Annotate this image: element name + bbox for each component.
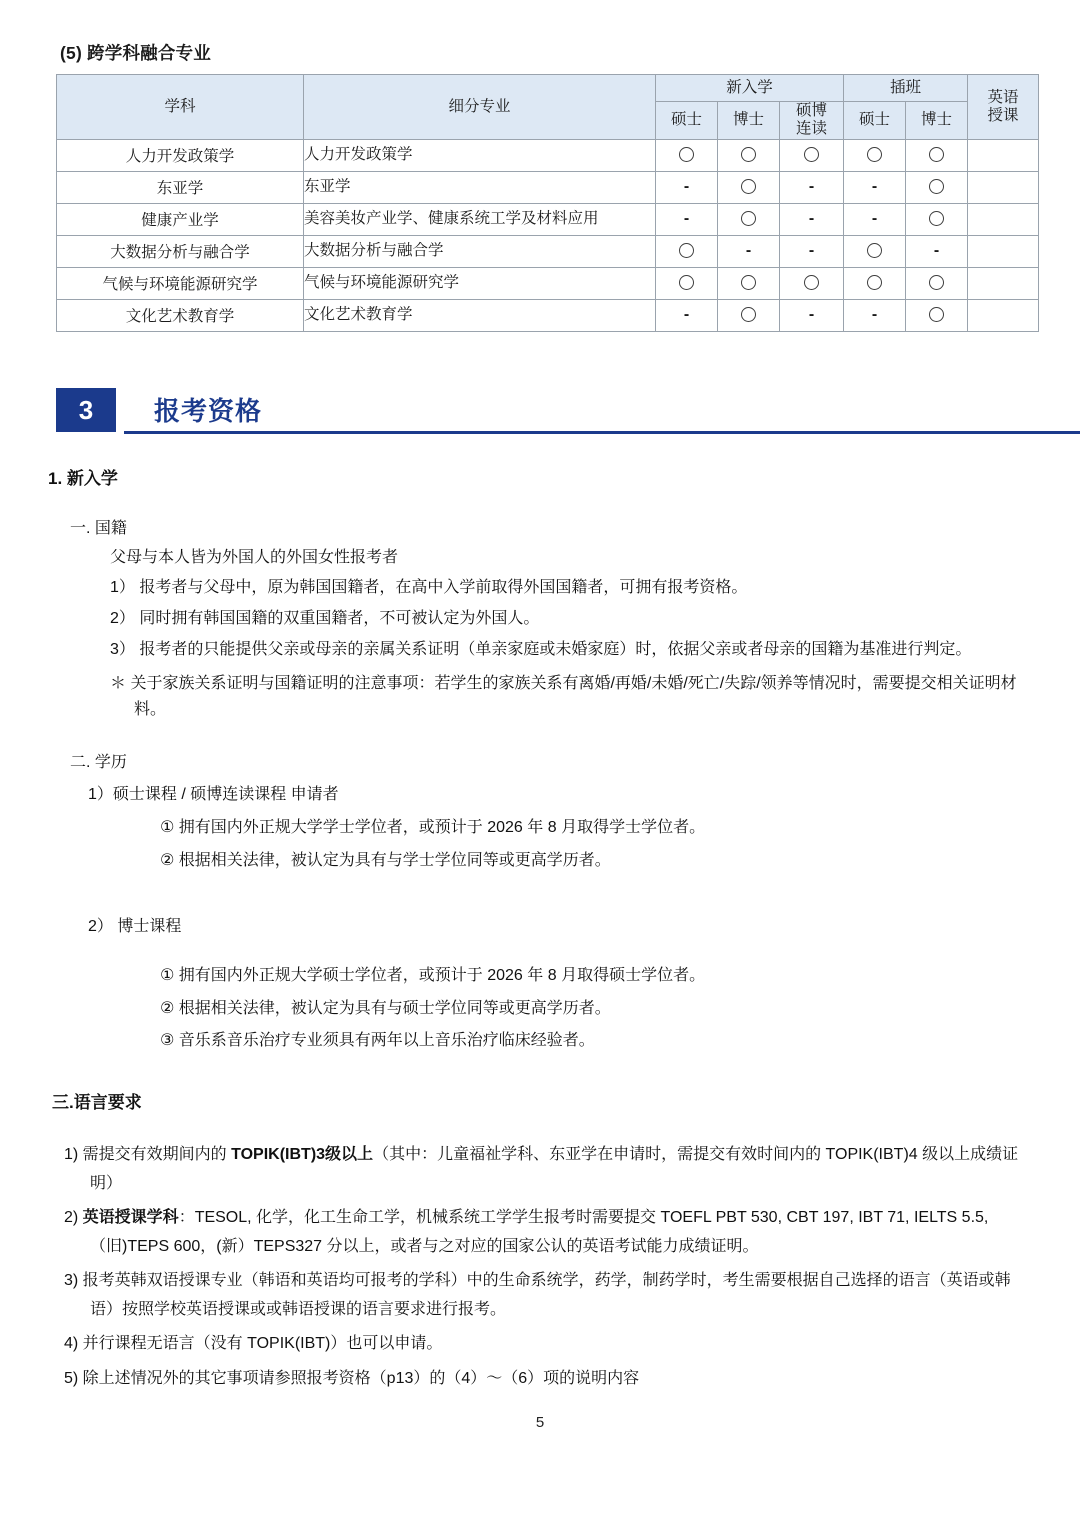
cell-mark-new-masters bbox=[656, 171, 718, 203]
cell-mark-new-doctor bbox=[718, 299, 780, 331]
dash-icon: - bbox=[683, 305, 690, 323]
cell-english-taught bbox=[968, 203, 1039, 235]
education-group1-label: 1）硕士课程 / 硕博连读课程 申请者 bbox=[88, 786, 339, 803]
education-group2-item-3: ③ 音乐系音乐治疗专业须具有两年以上音乐治疗临床经验者。 bbox=[160, 1032, 595, 1050]
cell-mark-new-masters bbox=[656, 267, 718, 299]
circle-icon bbox=[929, 147, 944, 162]
circle-icon bbox=[929, 211, 944, 226]
header-english-taught-line1: 英语 bbox=[987, 88, 1019, 106]
circle-icon bbox=[679, 243, 694, 258]
cell-mark-new-masters bbox=[656, 203, 718, 235]
circle-icon bbox=[929, 307, 944, 322]
cell-mark-transfer-doctor bbox=[906, 267, 968, 299]
cell-discipline: 大数据分析与融合学 bbox=[57, 235, 304, 267]
language-item-4: 4) 并行课程无语言（没有 TOPIK(IBT)）也可以申请。 bbox=[64, 1335, 443, 1353]
spacer-language bbox=[48, 1113, 1032, 1129]
dash-icon: - bbox=[871, 305, 878, 323]
cell-subfield: 人力开发政策学 bbox=[304, 139, 656, 171]
cell-mark-transfer-doctor bbox=[906, 139, 968, 171]
cell-mark-new-integrated bbox=[780, 203, 844, 235]
education-group2-item-1: ① 拥有国内外正规大学硕士学位者，或预计于 2026 年 8 月取得硕士学位者。 bbox=[160, 966, 706, 984]
cell-english-taught bbox=[968, 171, 1039, 203]
header-english-taught bbox=[968, 75, 1039, 140]
cell-mark-transfer-masters bbox=[844, 299, 906, 331]
section-banner bbox=[56, 388, 1024, 432]
section-number-badge: 3 bbox=[56, 388, 116, 432]
cell-mark-new-doctor bbox=[718, 203, 780, 235]
nationality-item-2: 2） 同时拥有韩国国籍的双重国籍者，不可被认定为外国人。 bbox=[110, 610, 540, 628]
interdisciplinary-majors-table bbox=[56, 74, 1039, 332]
cell-discipline: 健康产业学 bbox=[57, 203, 304, 235]
cell-discipline: 人力开发政策学 bbox=[57, 139, 304, 171]
cell-mark-new-integrated bbox=[780, 235, 844, 267]
education-group2-item-2: ② 根据相关法律，被认定为具有与硕士学位同等或更高学历者。 bbox=[160, 999, 611, 1017]
table-row bbox=[57, 171, 1039, 203]
cell-discipline: 文化艺术教育学 bbox=[57, 299, 304, 331]
language-item-2 bbox=[64, 1204, 1032, 1261]
subsection-heading-new-admission: 1. 新入学 bbox=[48, 468, 118, 488]
table-caption: (5) 跨学科融合专业 bbox=[60, 43, 211, 63]
cell-subfield: 大数据分析与融合学 bbox=[304, 235, 656, 267]
page-number-footer: 5 bbox=[535, 1414, 545, 1431]
table-row bbox=[57, 203, 1039, 235]
header-new-admission: 新入学 bbox=[656, 75, 844, 102]
language-item-2-suffix: ：TESOL, 化学，化工生命工学，机械系统工学学生报考时需要提交 TOEFL PBT 530, CBT 197, IBT 71, IELTS 5.5,（旧)TEPS 600，(新）TEPS327 分以上，或者与之对应的国家公认的英语考试能力成绩证明。 bbox=[90, 1209, 989, 1255]
dash-icon: - bbox=[683, 209, 690, 227]
nationality-item-3: 3） 报考者的只能提供父亲或母亲的亲属关系证明（单亲家庭或未婚家庭）时，依据父亲或者母亲的国籍为基准进行判定。 bbox=[110, 641, 972, 659]
heading-education: 二. 学历 bbox=[70, 754, 127, 771]
language-item-5: 5) 除上述情况外的其它事项请参照报考资格（p13）的（4）～（6）项的说明内容 bbox=[64, 1369, 640, 1387]
header-transfer: 插班 bbox=[844, 75, 968, 102]
dash-icon: - bbox=[808, 241, 815, 259]
cell-mark-new-masters bbox=[656, 235, 718, 267]
header-new-integrated-line2: 连读 bbox=[796, 120, 828, 138]
language-item-1-prefix: 1) 需提交有效期间内的 bbox=[64, 1146, 232, 1164]
cell-mark-new-integrated bbox=[780, 139, 844, 171]
dash-icon: - bbox=[745, 241, 752, 259]
dash-icon: - bbox=[871, 177, 878, 195]
cell-english-taught bbox=[968, 267, 1039, 299]
header-discipline: 学科 bbox=[57, 75, 304, 140]
cell-mark-new-doctor bbox=[718, 139, 780, 171]
cell-mark-transfer-doctor bbox=[906, 203, 968, 235]
nationality-item-1: 1） 报考者与父母中，原为韩国国籍者，在高中入学前取得外国国籍者，可拥有报考资格。 bbox=[110, 579, 748, 597]
cell-mark-new-doctor bbox=[718, 267, 780, 299]
cell-mark-transfer-doctor bbox=[906, 235, 968, 267]
header-new-doctor: 博士 bbox=[718, 102, 780, 140]
spacer-education bbox=[48, 874, 1032, 904]
dash-icon: - bbox=[933, 241, 940, 259]
cell-mark-transfer-masters bbox=[844, 139, 906, 171]
circle-icon bbox=[741, 179, 756, 194]
language-item-1 bbox=[64, 1141, 1032, 1198]
table-row bbox=[57, 235, 1039, 267]
circle-icon bbox=[741, 147, 756, 162]
language-item-1-suffix: （其中：儿童福祉学科、东亚学在申请时，需提交有效时间内的 TOPIK(IBT)4 级以上成绩证明） bbox=[90, 1146, 1019, 1192]
cell-mark-transfer-masters bbox=[844, 203, 906, 235]
cell-mark-transfer-masters bbox=[844, 235, 906, 267]
circle-icon bbox=[741, 307, 756, 322]
header-new-integrated-line1: 硕博 bbox=[796, 102, 828, 119]
cell-mark-new-doctor bbox=[718, 171, 780, 203]
circle-icon bbox=[679, 147, 694, 162]
cell-english-taught bbox=[968, 299, 1039, 331]
heading-nationality: 一. 国籍 bbox=[70, 519, 127, 537]
circle-icon bbox=[804, 275, 819, 290]
header-transfer-masters: 硕士 bbox=[844, 102, 906, 140]
dash-icon: - bbox=[808, 209, 815, 227]
cell-mark-new-integrated bbox=[780, 171, 844, 203]
nationality-note: ＊ 关于家族关系证明与国籍证明的注意事项：若学生的家族关系有离婚/再婚/未婚/死亡/失踪/领养等情况时，需要提交相关证明材料。 bbox=[110, 675, 1017, 719]
dash-icon: - bbox=[808, 305, 815, 323]
circle-icon bbox=[867, 243, 882, 258]
circle-icon bbox=[804, 147, 819, 162]
circle-icon bbox=[867, 147, 882, 162]
cell-mark-transfer-masters bbox=[844, 171, 906, 203]
circle-icon bbox=[867, 275, 882, 290]
cell-mark-new-integrated bbox=[780, 299, 844, 331]
education-group2-label: 2） 博士课程 bbox=[88, 917, 182, 935]
education-group1-item-2: ② 根据相关法律，被认定为具有与学士学位同等或更高学历者。 bbox=[160, 851, 611, 869]
header-subfield: 细分专业 bbox=[304, 75, 656, 140]
cell-mark-transfer-doctor bbox=[906, 299, 968, 331]
circle-icon bbox=[679, 275, 694, 290]
table-row bbox=[57, 299, 1039, 331]
cell-mark-new-masters bbox=[656, 139, 718, 171]
cell-mark-new-doctor bbox=[718, 235, 780, 267]
circle-icon bbox=[929, 275, 944, 290]
table-row bbox=[57, 139, 1039, 171]
table-row bbox=[57, 267, 1039, 299]
cell-english-taught bbox=[968, 235, 1039, 267]
circle-icon bbox=[741, 275, 756, 290]
header-new-masters: 硕士 bbox=[656, 102, 718, 140]
cell-mark-transfer-doctor bbox=[906, 171, 968, 203]
dash-icon: - bbox=[808, 177, 815, 195]
cell-subfield: 文化艺术教育学 bbox=[304, 299, 656, 331]
cell-discipline: 东亚学 bbox=[57, 171, 304, 203]
language-item-2-bold: 英语授课学科 bbox=[82, 1209, 179, 1227]
header-english-taught-line2: 授课 bbox=[987, 106, 1019, 124]
dash-icon: - bbox=[683, 177, 690, 195]
header-transfer-doctor: 博士 bbox=[906, 102, 968, 140]
education-group1-item-1: ① 拥有国内外正规大学学士学位者，或预计于 2026 年 8 月取得学士学位者。 bbox=[160, 818, 706, 836]
table-body bbox=[57, 139, 1039, 331]
spacer-education-2 bbox=[48, 940, 1032, 956]
cell-english-taught bbox=[968, 139, 1039, 171]
circle-icon bbox=[741, 211, 756, 226]
section-title: 报考资格 bbox=[154, 396, 263, 427]
cell-discipline: 气候与环境能源研究学 bbox=[57, 267, 304, 299]
language-item-1-bold: TOPIK(IBT)3级以上 bbox=[231, 1146, 374, 1164]
language-item-2-prefix: 2) bbox=[64, 1209, 83, 1227]
heading-language-requirements: 三.语言要求 bbox=[52, 1093, 142, 1113]
cell-mark-new-integrated bbox=[780, 267, 844, 299]
cell-subfield: 美容美妆产业学、健康系统工学及材料应用 bbox=[304, 203, 656, 235]
language-item-3: 3) 报考英韩双语授课专业（韩语和英语均可报考的学科）中的生命系统学，药学，制药学时，考生需要根据自己选择的语言（英语或韩语）按照学校英语授课或或韩语授课的语言要求进行报考。 bbox=[64, 1272, 1011, 1318]
cell-subfield: 气候与环境能源研究学 bbox=[304, 267, 656, 299]
cell-mark-transfer-masters bbox=[844, 267, 906, 299]
table-header-row-group bbox=[57, 75, 1039, 102]
cell-subfield: 东亚学 bbox=[304, 171, 656, 203]
header-new-integrated bbox=[780, 102, 844, 140]
cell-mark-new-masters bbox=[656, 299, 718, 331]
circle-icon bbox=[929, 179, 944, 194]
nationality-lead-text: 父母与本人皆为外国人的外国女性报考者 bbox=[110, 548, 399, 566]
dash-icon: - bbox=[871, 209, 878, 227]
